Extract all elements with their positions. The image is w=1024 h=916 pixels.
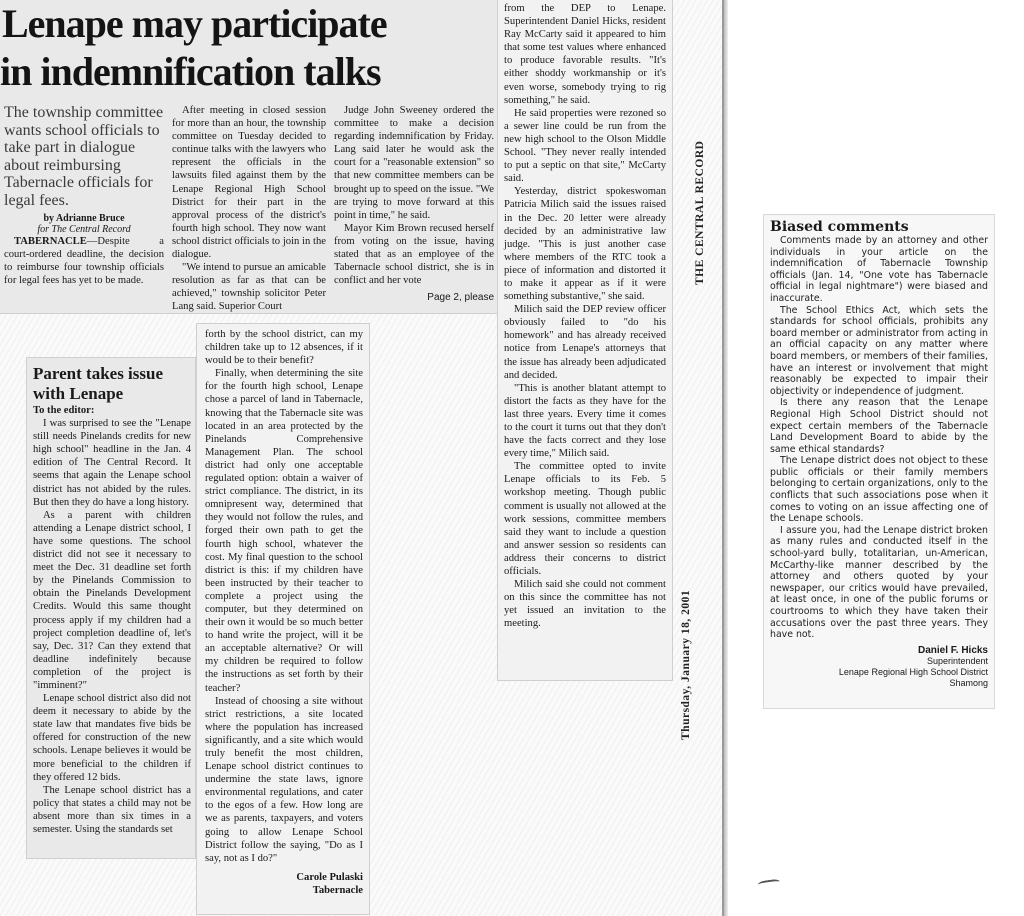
continuation-paragraph: Milich said she could not comment on this since the committee has not yet issued an invitation to the meeting.: [504, 579, 666, 630]
letter-biased-column: [770, 219, 988, 689]
letter-biased-comments: [764, 215, 994, 708]
letter-parent-clipping-2: [197, 324, 369, 914]
signer-title: Superintendent: [926, 655, 988, 666]
article-col-2: [172, 104, 326, 313]
headline-line-2: in indemnification talks: [0, 49, 381, 94]
issue-date-label: Thursday, January 18, 2001: [680, 589, 692, 740]
article-paragraph: Mayor Kim Brown recused herself from voting on the issue, having stated that as an employee of the Tabernacle school district, she is in conflict and her vote: [334, 222, 494, 287]
letter-paragraph: Lenape school district also did not deem it necessary to abide by the state law that mandates five bids be offered for construction of the new schools. Lenape believes it would be more beneficial to the children if they offered 12 bids.: [33, 693, 191, 783]
letter-signer: Daniel F. Hicks: [917, 644, 988, 656]
headline-line-1: Lenape may participate: [2, 1, 387, 46]
lead-paragraph: —Despite a court-ordered deadline, the decision to reimburse four township officials for legal fees has yet to be made.: [4, 236, 164, 287]
continuation-paragraph: from the DEP to Lenape. Superintendent Daniel Hicks, resident Ray McCarty said it appeared to him that some test values where enhanced to produce favorable results. "It's either shoddy workmanship or it's even worse, somebody trying to rig something," he said.: [504, 3, 666, 106]
letter-body: [33, 404, 191, 836]
letter-paragraph: The School Ethics Act, which sets the standards for school officials, prohibits any board member or administrator from acting in an official capacity on any matter where board members, or members of their families, have an interest or involvement that might reasonably be expected to impair their objectivity or independence of judgment.: [770, 304, 988, 397]
continuation-paragraph: "This is another blatant attempt to distort the facts as they have for the last three years. Every time it comes to the court it turns out that they don't have the facts correct and they lose every time," Milich said.: [504, 382, 666, 460]
letter-paragraph: Instead of choosing a site without strict restrictions, a site located where the population has increased significantly, and a site which would truly benefit the most children, Lenape school district continues to undermine the state laws, ignore environmental regulations, and cater to the egos of a few. How long are we as parents, taxpayers, and voters going to allow Lenape School District follow the saying, "Do as I say, not as I do?": [205, 695, 363, 864]
article-lead-text: [4, 235, 164, 287]
article-clipping: [0, 0, 497, 313]
letter-paragraph: Finally, when determining the site for the fourth high school, Lenape chose a parcel of land in Tabernacle, knowing that the Tabernacle site was located in an area protected by the Pinelands Comprehensive Management Plan. The school district had only one acceptable regulated option: obtain a waiver of strict compliance. The district, in its omnipresent way, determined that they would not follow the rules, and forged their own path to get the fourth high school, whatever the cost. My final question to the school district is this: if my children have been instructed by their teacher to complete a project using the computer, but they determined on their own it would be so much better to hand write the project, will it be an acceptable alternative? Or will my children be required to follow the instructions as set forth by their teacher?: [205, 368, 363, 694]
letter-headline: Biased comments: [770, 219, 909, 235]
letter-parent-col-2: [205, 328, 363, 897]
continuation-paragraph: Yesterday, district spokeswoman Patricia Milich said the issues raised in the Dec. 20 letter were already decided by an administrative law judge. "This is just another case where members of the RTC took a piece of information and distorted it to make it appear as if it were something substantive," she said.: [504, 186, 666, 303]
article-paragraph: Judge John Sweeney ordered the committee to make a decision regarding indemnification by Friday. Lang said later he would ask the court for a "reasonable extension" so that new committee members can be brought up to speed on the issue. "We are trying to move forward at this point in time," he said.: [334, 105, 494, 221]
letter-paragraph: I was surprised to see the "Lenape still needs Pinelands credits for new high school" headline in the Jan. 4 edition of The Central Record. It seems that again the Lenape school district has not abided by the rules. But then they do have a long history.: [33, 418, 191, 508]
dateline: TABERNACLE: [14, 236, 87, 247]
letter-signer: Carole Pulaski: [296, 871, 363, 883]
letter-body: [770, 235, 988, 641]
letter-signer-town: Tabernacle: [312, 884, 363, 896]
letter-paragraph: Comments made by an attorney and other individuals in your article on the indemnification of Tabernacle Township officials (Jan. 14, "One vote has Tabernacle official in legal nightmare") were biased and inaccurate.: [770, 235, 988, 304]
article-col-3: [334, 104, 494, 304]
letter-paragraph: Is there any reason that the Lenape Regional High School District should not expect certain members of the Tabernacle Land Development Board to abide by the same ethical standards?: [770, 397, 988, 455]
article-deck: The township committee wants school officials to take part in dialogue about reimbursing Tabernacle officials for legal fees.: [4, 104, 164, 209]
article-col-1: [4, 104, 164, 287]
continuation-paragraph: Milich said the DEP review officer obviously failed to "do his homework" and has already received notice from Lenape's attorneys that the issue has already been adjudicated and decided.: [504, 304, 666, 381]
letter-paragraph: I assure you, had the Lenape district broken as many rules and conducted itself in the school-yard bully, totalitarian, un-American, McCarthy-like manner described by the attorney and others quoted by your newspaper, our critics would have prevailed, at least once, in one of the public forums or courtrooms to which they have taken their accusations over the past three years. They have not.: [770, 524, 988, 641]
signer-organization: Lenape Regional High School District: [838, 666, 988, 677]
continuation-paragraph: He said properties were rezoned so a sewer line could be run from the new high school to the Olson Middle School. "They never really intended to put a septic on that site," McCarty said.: [504, 107, 666, 185]
signer-town: Shamong: [949, 677, 988, 688]
letter-parent-clipping: [27, 358, 195, 858]
letter-paragraph: The Lenape district does not object to these public officials or their family members belonging to certain organizations, only to the conflicts that such associations pose when it comes to voting on an issue affecting one of the Lenape schools.: [770, 455, 988, 525]
letter-paragraph: The Lenape school district has a policy that states a child may not be absent more than six times in a semester. Using the standards set: [33, 784, 191, 835]
letter-parent-col-1: [33, 364, 191, 836]
paper-name-label: THE CENTRAL RECORD: [694, 140, 706, 285]
letter-headline: Parent takes issue with Lenape: [33, 364, 164, 403]
byline: by Adrianne Bruce: [43, 213, 125, 224]
letter-paragraph: forth by the school district, can my children take up to 12 absences, if it would be to their benefit?: [205, 329, 363, 367]
continuation-column: [504, 2, 666, 631]
salutation: To the editor:: [33, 405, 95, 416]
scan-mark: [758, 879, 781, 890]
byline-credit: for The Central Record: [37, 224, 131, 235]
page-edge: [724, 0, 728, 916]
jump-line: Page 2, please: [427, 292, 494, 304]
letter-paragraph: As a parent with children attending a Lenape district school, I have some questions. The school district did not see it necessary to meet the Dec. 31 deadline set forth by the Pinelands Commission to obtain the Pinelands Development Credits. Would this same thought process apply if my children had a project completion deadline of, let's say, Dec. 31? Can they extend that deadline indefinitely because completion of the project is "imminent?": [33, 509, 191, 691]
article-paragraph: After meeting in closed session for more than an hour, the township committee on Tuesday decided to continue talks with the lawyers who represent the officials in the lawsuits filed against them by the Lenape Regional High School District for their part in the approval process of the district's fourth high school. They now want school district officials to join in the dialogue.: [172, 105, 326, 261]
article-paragraph: "We intend to pursue an amicable resolution as far as that can be achieved," township solicitor Peter Lang said. Superior Court: [172, 262, 326, 313]
continuation-paragraph: The committee opted to invite Lenape officials to its Feb. 5 workshop meeting. Though public comment is usually not allowed at the work sessions, committee members said they want to include a question and answer session so residents can address their concerns to district officials.: [504, 461, 666, 578]
continuation-clipping: [498, 0, 672, 680]
